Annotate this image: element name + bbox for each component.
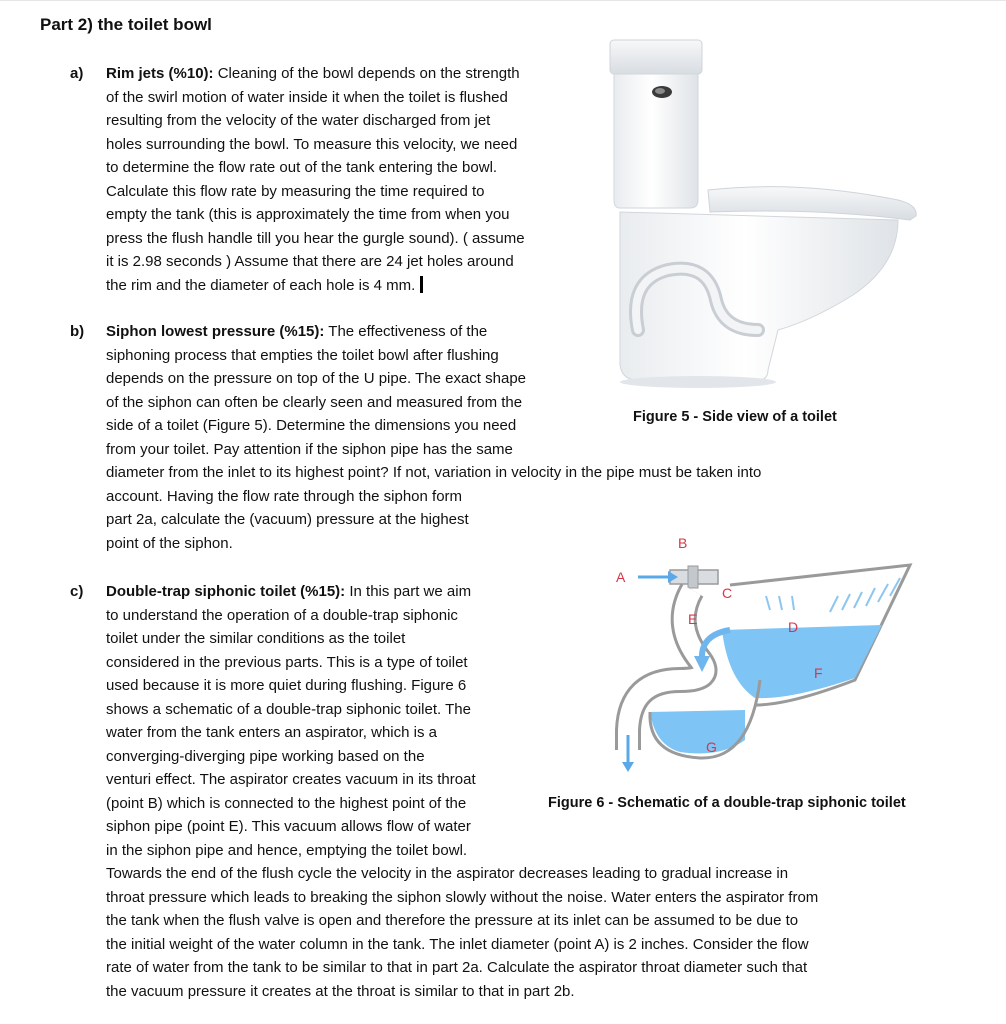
part-c-line: considered in the previous parts. This is a type of toilet [106, 653, 468, 671]
part-c-line: shows a schematic of a double-trap siphonic toilet. The [106, 700, 471, 718]
figure-5-caption: Figure 5 - Side view of a toilet [633, 409, 837, 425]
part-a-text [106, 62, 576, 297]
page-title: Part 2) the toilet bowl [40, 15, 212, 34]
part-c-line: Double-trap siphonic toilet (%15): In this part we aim [106, 583, 472, 600]
part-c-label: c) [70, 583, 84, 600]
part-b-line: point of the siphon. [106, 534, 233, 552]
part-c-line: in the siphon pipe and hence, emptying the toilet bowl. [106, 841, 468, 859]
part-b-line: part 2a, calculate the (vacuum) pressure at the highest [106, 511, 469, 528]
part-a-line: empty the tank (this is approximately the time from when you [106, 206, 510, 223]
part-c-line: throat pressure which leads to breaking the siphon slowly without the noise. Water enters the aspirator from [106, 888, 819, 906]
part-c-line: to understand the operation of a double-trap siphonic [106, 606, 458, 624]
double-trap-siphon-schematic [610, 530, 920, 780]
top-border [0, 0, 1006, 1]
part-c-heading: Double-trap siphonic toilet (%15): [106, 583, 346, 600]
part-c-line: converging-diverging pipe working based on the [106, 747, 425, 765]
part-c-line: water from the tank enters an aspirator, which is a [106, 724, 437, 741]
part-c-line: (point B) which is connected to the highest point of the [106, 794, 467, 812]
part-c-line: the initial weight of the water column in the tank. The inlet diameter (point A) is 2 inches. Consider the flow [106, 935, 809, 953]
part-b-line: of the siphon can often be clearly seen and measured from the [106, 393, 523, 411]
point-label-a: A [616, 569, 626, 585]
text-cursor [420, 276, 423, 293]
part-a-line: to determine the flow rate out of the tank entering the bowl. [106, 159, 498, 176]
point-label-b: B [678, 535, 688, 551]
part-a-line: of the swirl motion of water inside it when the toilet is flushed [106, 88, 508, 106]
point-label-c: C [722, 585, 733, 601]
part-a-line: Calculate this flow rate by measuring the time required to [106, 182, 485, 200]
part-a-line: press the flush handle till you hear the gurgle sound). ( assume [106, 229, 525, 247]
part-b-line: account. Having the flow rate through the siphon form [106, 487, 463, 505]
part-a-line: Rim jets (%10): Cleaning of the bowl depends on the strength [106, 65, 520, 82]
part-b-line: side of a toilet (Figure 5). Determine the dimensions you need [106, 417, 517, 434]
part-a-line: resulting from the velocity of the water discharged from jet [106, 112, 491, 129]
part-b-label: b) [70, 323, 85, 340]
part-c-line: rate of water from the tank to be similar to that in part 2a. Calculate the aspirator throat diameter such that [106, 959, 808, 976]
part-b-line: from your toilet. Pay attention if the siphon pipe has the same [106, 440, 513, 458]
spray-lines [766, 578, 900, 612]
part-c-line: venturi effect. The aspirator creates vacuum in its throat [106, 771, 476, 788]
part-b-line: Siphon lowest pressure (%15): The effectiveness of the [106, 323, 488, 340]
part-b-line: depends on the pressure on top of the U pipe. The exact shape [106, 370, 527, 387]
point-label-g: G [706, 739, 717, 755]
part-b-line: diameter from the inlet to its highest point? If not, variation in velocity in the pipe must be taken into [106, 464, 762, 481]
part-a-label: a) [70, 65, 84, 82]
part-a-line: it is 2.98 seconds ) Assume that there are 24 jet holes around [106, 253, 514, 270]
figure-6-caption: Figure 6 - Schematic of a double-trap siphonic toilet [548, 795, 906, 811]
part-b-heading: Siphon lowest pressure (%15): [106, 323, 325, 340]
part-c-line: siphon pipe (point E). This vacuum allows flow of water [106, 818, 471, 835]
part-c-line: toilet under the similar conditions as the toilet [106, 630, 406, 647]
part-b-line: siphoning process that empties the toilet bowl after flushing [106, 346, 499, 364]
point-label-d: D [788, 619, 799, 635]
bowl-water [722, 625, 882, 698]
point-label-f: F [814, 665, 823, 681]
part-a-line: holes surrounding the bowl. To measure this velocity, we need [106, 135, 518, 153]
toilet-side-view-figure [598, 30, 938, 400]
point-label-e: E [688, 611, 698, 627]
part-c-line: Towards the end of the flush cycle the velocity in the aspirator decreases leading to gradual increase in [106, 865, 789, 882]
part-a-line: the rim and the diameter of each hole is 4 mm. [106, 274, 576, 298]
part-c-line: the vacuum pressure it creates at the throat is similar to that in part 2b. [106, 982, 575, 1000]
part-c-line: the tank when the flush valve is open and therefore the pressure at its inlet can be assumed to be due to [106, 912, 799, 929]
part-a-heading: Rim jets (%10): [106, 65, 214, 82]
part-c-line: used because it is more quiet during flushing. Figure 6 [106, 677, 467, 694]
